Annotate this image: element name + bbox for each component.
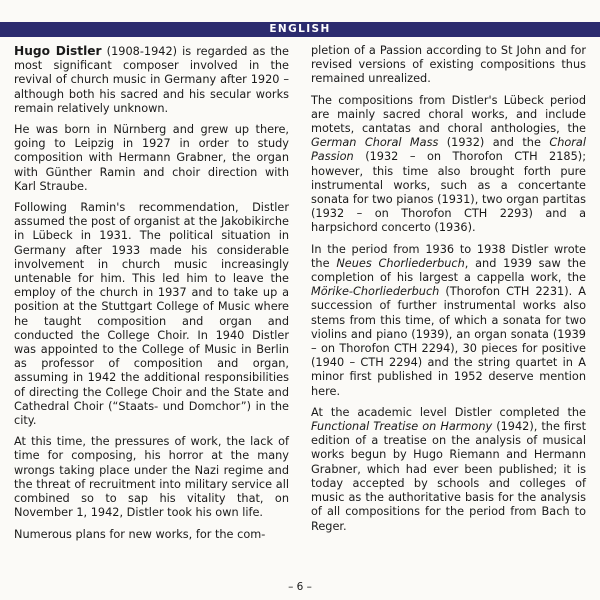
- left-column: [14, 44, 289, 572]
- left-paragraph-3: Following Ramin's recommendation, Distler assumed the post of organist at the Jakobikirche in Lübeck in 1931. The political situation in Germany after 1933 made his considerable involvement in church music increasingly untenable for him. This led him to leave the employ of the church in 1937 and to take up a position at the Stuttgart College of Music where he taught composition and organ and conducted the College Choir. In 1940 Distler was appointed to the College of Music in Berlin as professor of composition and organ, assuming in 1942 the additional responsibilities of directing the College Choir and the State and Cathedral Choir (“Staats- und Domchor”) in the city.: [14, 201, 289, 428]
- left-paragraph-4: At this time, the pressures of work, the lack of time for composing, his horror at the many wrongs taking place under the Nazi regime and the threat of recruitment into military service all combined so to sap his vitality that, on November 1, 1942, Distler took his own life.: [14, 435, 289, 520]
- left-paragraph-1: [14, 44, 289, 116]
- right-paragraph-3-a: In the period from 1936 to 1938 Distler wrote the: [311, 242, 586, 270]
- composer-dates: (1908-1942): [106, 45, 178, 58]
- right-column: [311, 44, 586, 572]
- right-paragraph-4: [311, 406, 586, 534]
- language-header-label: ENGLISH: [269, 23, 331, 35]
- composer-name: Hugo Distler: [14, 44, 102, 58]
- right-paragraph-2-b: (1932) and the: [438, 136, 550, 150]
- work-title-neues-chorliederbuch: Neues Chorliederbuch: [336, 256, 465, 270]
- left-paragraph-5: Numerous plans for new works, for the com-: [14, 527, 266, 541]
- language-header-band: [0, 22, 600, 37]
- work-title-moerike-chorliederbuch: Mörike-Chorliederbuch: [311, 285, 440, 299]
- text-columns: [14, 44, 586, 572]
- right-paragraph-4-b: (1942), the first edition of a treatise on the analysis of musical works begun by Hugo Riemann and Hermann Grabner, which had ever been published; it is today accepted by schools and colleges of music as the authoritative basis for the analysis of all compositions for the period from Bach to Reger.: [311, 420, 586, 533]
- right-paragraph-2: [311, 94, 586, 236]
- right-paragraph-3-c: (Thorofon CTH 2231). A succession of further instrumental works also stems from this time, of which a sonata for two violins and piano (1939), an organ sonata (1939 – on Thorofon CTH 2294), 30 pieces for positive (1940 – CTH 2294) and the string quartet in A minor first published in 1952 deserve mention here.: [311, 285, 586, 398]
- right-paragraph-4-a: At the academic level Distler completed the: [311, 405, 586, 419]
- work-title-functional-treatise: Functional Treatise on Harmony: [311, 420, 493, 434]
- right-paragraph-2-a: The compositions from Distler's Lübeck period are mainly sacred choral works, and include motets, cantatas and choral anthologies, the: [311, 93, 586, 136]
- work-title-german-choral-mass: German Choral Mass: [311, 136, 439, 150]
- right-paragraph-3: [311, 243, 586, 399]
- work-title-choral-passion: Choral Passion: [311, 136, 586, 164]
- left-paragraph-2: He was born in Nürnberg and grew up there, going to Leipzig in 1927 in order to study composition with Hermann Grabner, the organ with Günther Ramin and choir direction with Karl Straube.: [14, 123, 289, 193]
- page-number: – 6 –: [288, 581, 312, 593]
- right-paragraph-1: pletion of a Passion according to St John and for revised versions of existing compositions thus remained unrealized.: [311, 44, 586, 86]
- right-paragraph-3-b: , and 1939 saw the completion of his largest a cappella work, the: [311, 256, 587, 285]
- left-paragraph-1-body: is regarded as the most significant composer involved in the revival of church music in Germany after 1920 – although both his sacred and his secular works remain relatively unknown.: [14, 45, 290, 115]
- right-paragraph-2-c: (1932 – on Thorofon CTH 2185); however, this time also brought forth pure instrumental works, such as a concertante sonata for two pianos (1931), two organ partitas (1932 – on Thorofon CTH 2293) and a harpsichord concerto (1936).: [311, 150, 586, 235]
